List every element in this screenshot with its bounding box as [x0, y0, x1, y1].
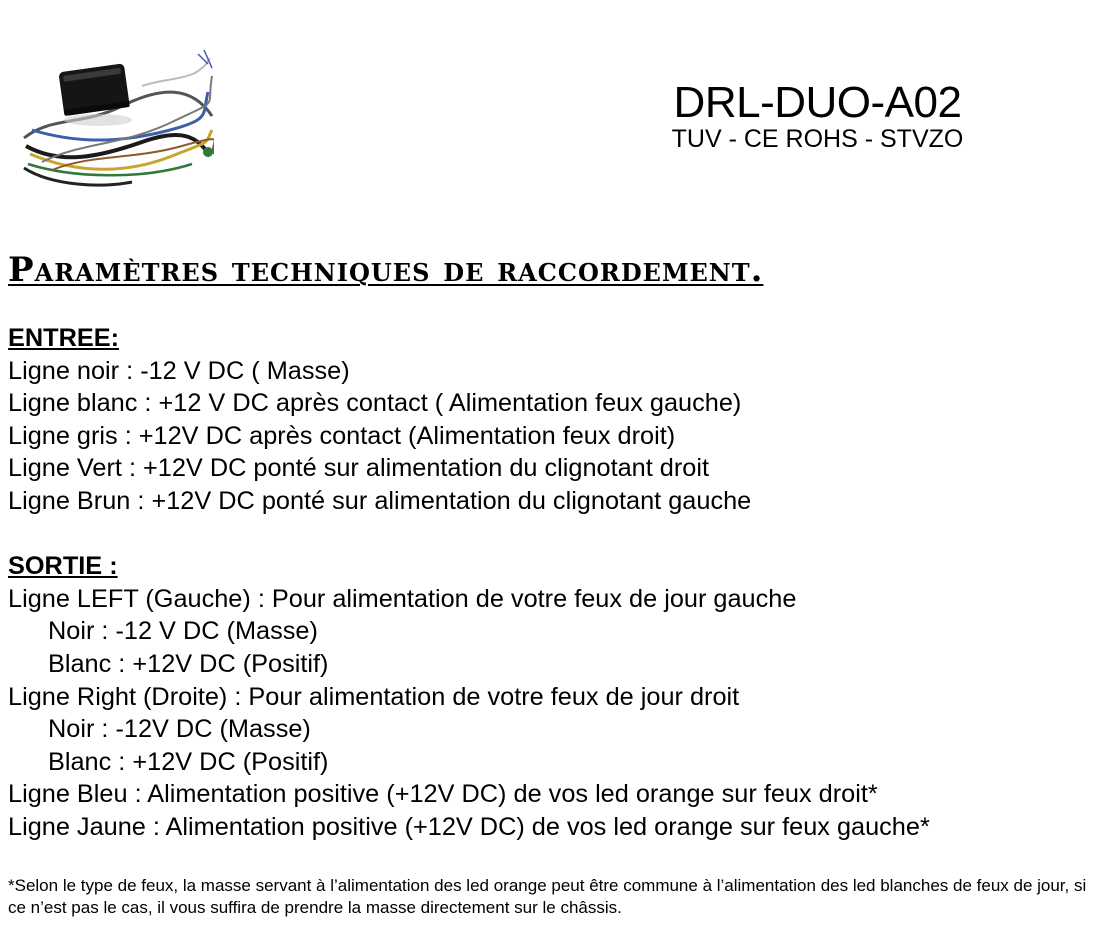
output-left-black: Noir : -12 V DC (Masse): [48, 617, 318, 646]
output-label: SORTIE :: [8, 552, 118, 581]
product-photo: [22, 46, 214, 190]
output-left-white: Blanc : +12V DC (Positif): [48, 649, 329, 678]
input-line: Ligne Vert : +12V DC ponté sur alimentation du clignotant droit: [8, 454, 710, 483]
output-left-line: Ligne LEFT (Gauche) : Pour alimentation de votre feux de jour gauche: [8, 584, 797, 613]
input-line: Ligne Brun : +12V DC ponté sur alimentation du clignotant gauche: [8, 486, 752, 515]
section-heading: Paramètres techniques de raccordement.: [8, 250, 764, 290]
connection-spec: [8, 322, 1103, 844]
input-line: Ligne noir : -12 V DC ( Masse): [8, 356, 350, 385]
footnote: *Selon le type de feux, la masse servant à l’alimentation des led orange peut être commune à l’alimentation des led blanches de feux de jour, si ce n’est pas le cas, il vous suffira de prendre la masse directement sur le châssis.: [8, 876, 1087, 917]
certifications: TUV - CE ROHS - STVZO: [671, 125, 964, 153]
output-yellow-line: Ligne Jaune : Alimentation positive (+12V DC) de vos led orange sur feux gauche*: [8, 812, 930, 841]
input-label: ENTREE:: [8, 324, 120, 352]
output-right-line: Ligne Right (Droite) : Pour alimentation de votre feux de jour droit: [8, 682, 740, 711]
input-line: Ligne gris : +12V DC après contact (Alimentation feux droit): [8, 421, 676, 450]
input-line: Ligne blanc : +12 V DC après contact ( Alimentation feux gauche): [8, 389, 742, 418]
model-block: [640, 78, 995, 153]
output-right-black: Noir : -12V DC (Masse): [48, 715, 311, 744]
output-blue-line: Ligne Bleu : Alimentation positive (+12V DC) de vos led orange sur feux droit*: [8, 780, 878, 809]
model-title: DRL-DUO-A02: [673, 78, 962, 127]
spacer: [8, 518, 1103, 551]
output-right-white: Blanc : +12V DC (Positif): [48, 747, 329, 776]
